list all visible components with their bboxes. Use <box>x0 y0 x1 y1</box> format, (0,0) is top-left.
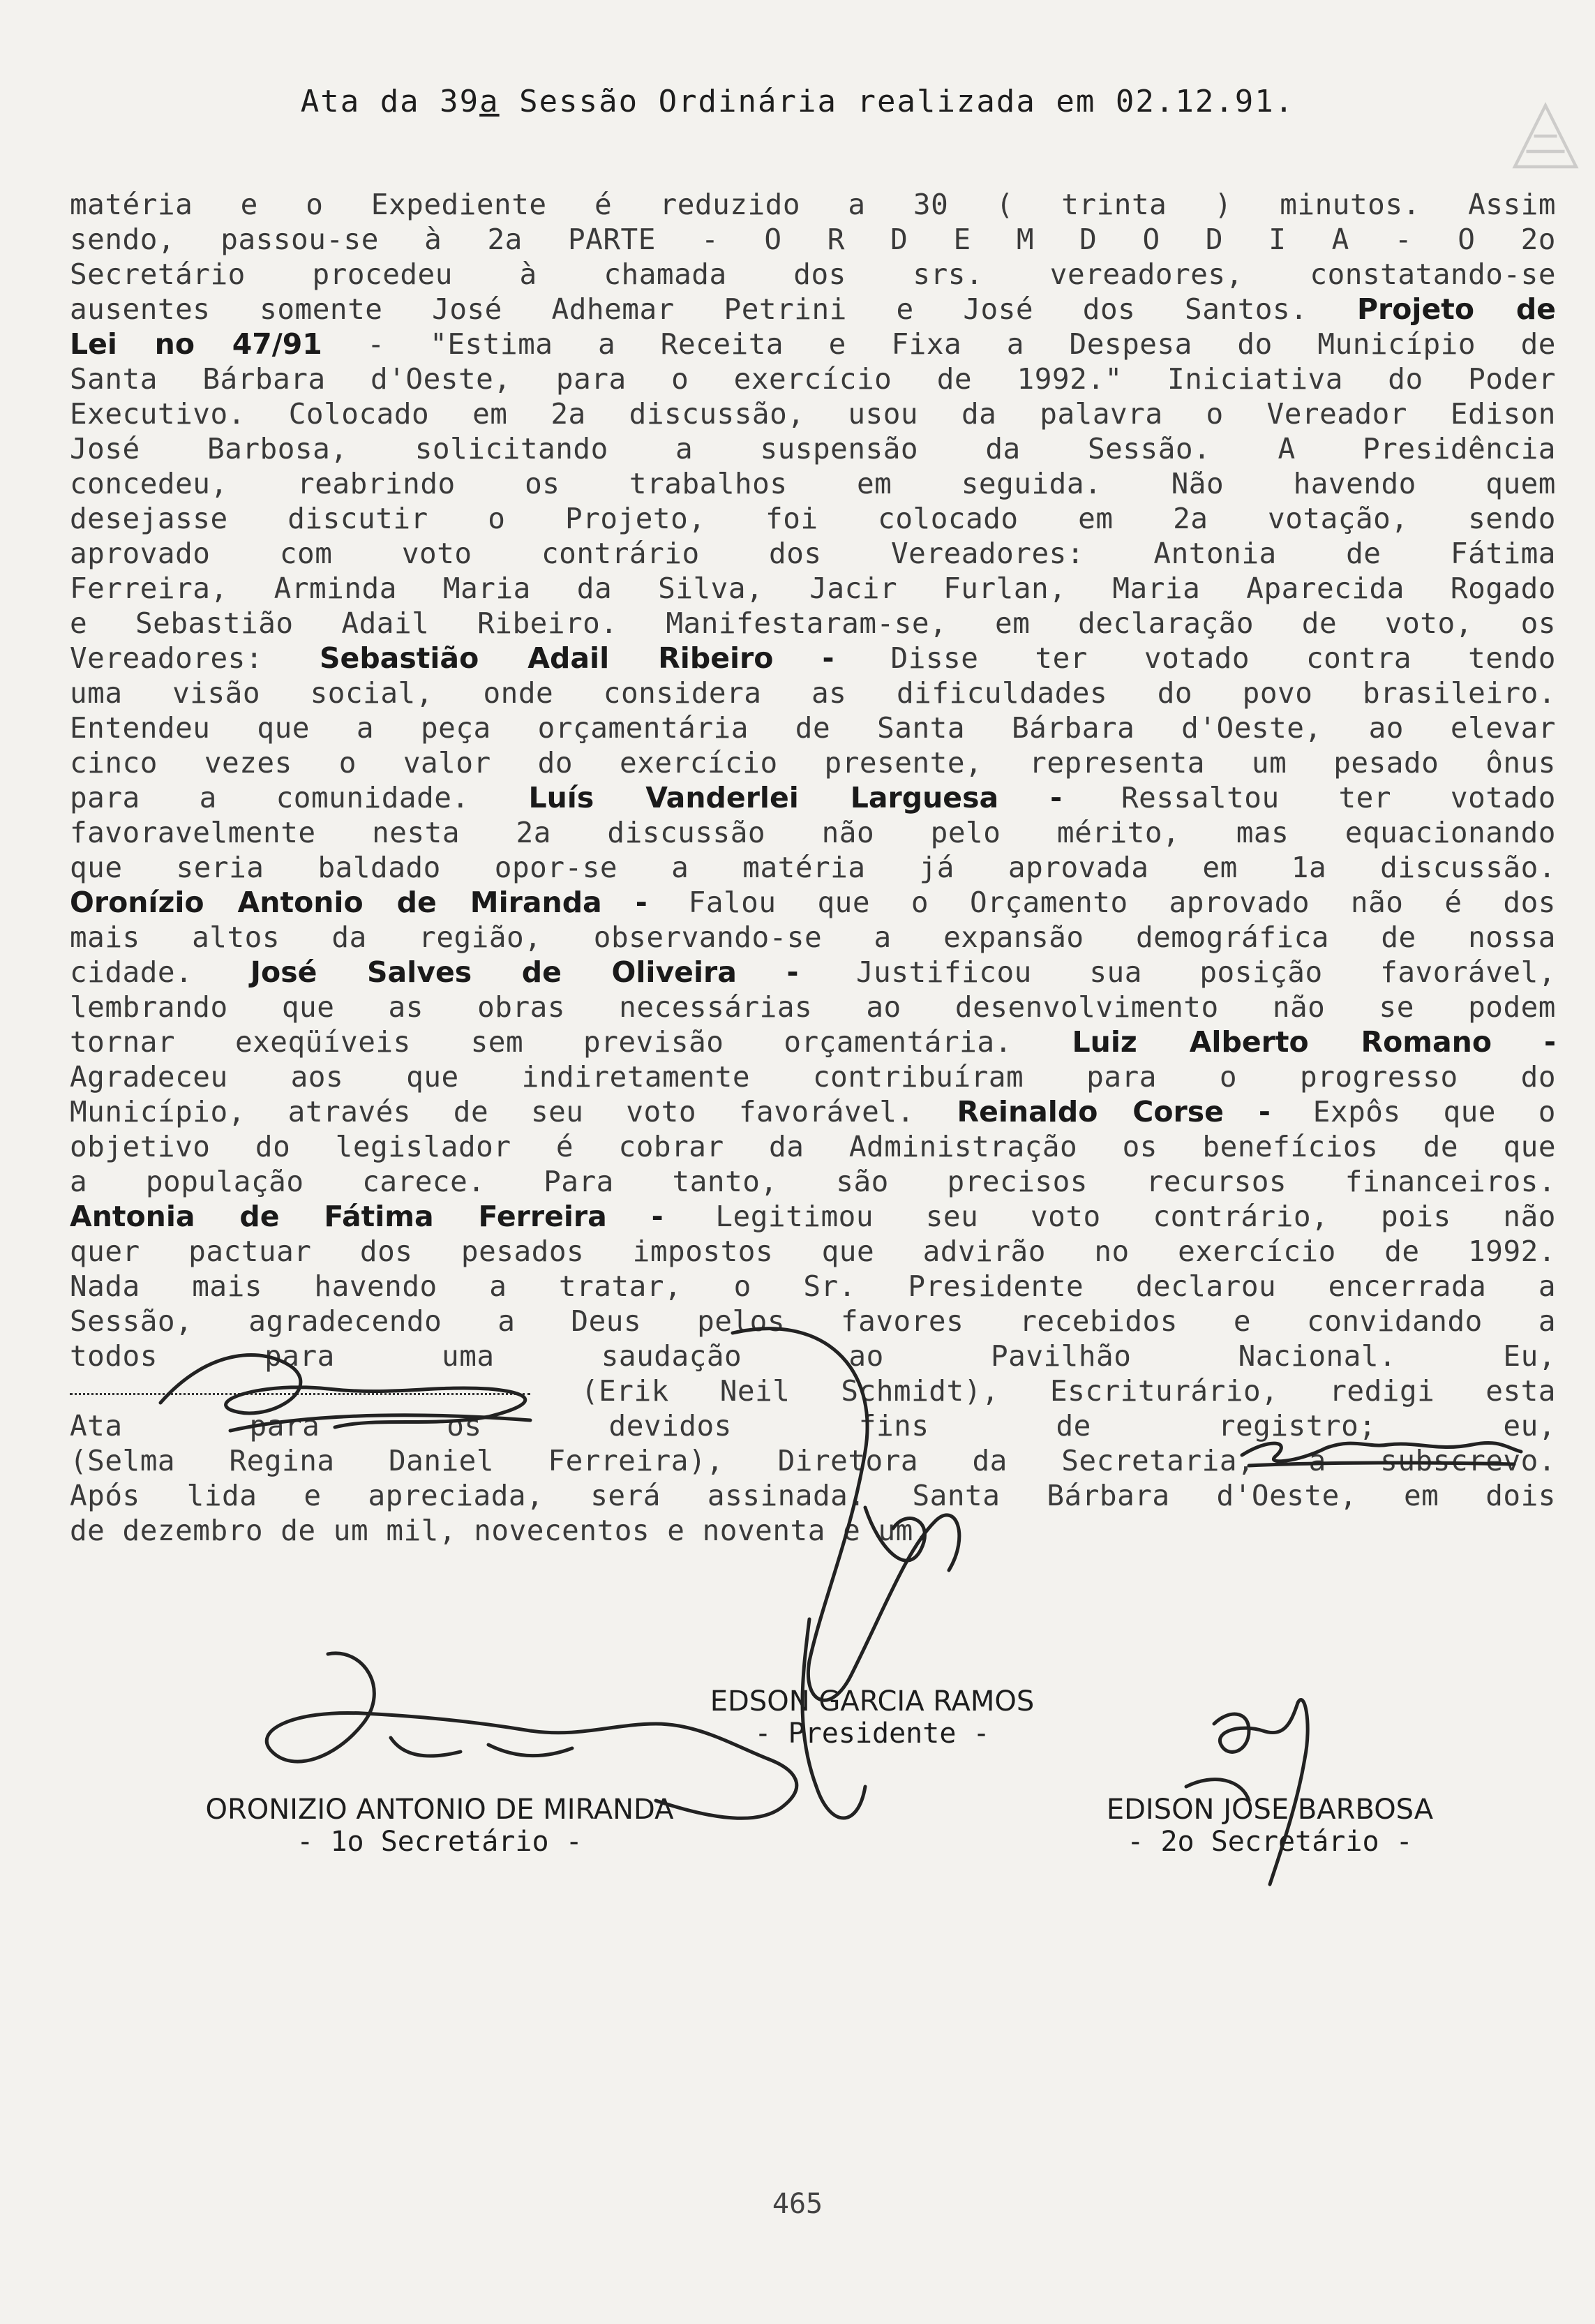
minutes-line: a população carece. Para tanto, são precisos recursos financeiros. <box>70 1165 1556 1198</box>
signature-selma <box>1242 1443 1521 1461</box>
page-number: 465 <box>772 2188 823 2220</box>
president-role: - Presidente - <box>754 1718 990 1750</box>
minutes-line: Entendeu que a peça orçamentária de Santa Bárbara d'Oeste, ao elevar <box>70 711 1556 745</box>
first-secretary-role: - 1o Secretário - <box>297 1826 583 1858</box>
minutes-line: mais altos da região, observando-se a expansão demográfica de nossa <box>70 921 1556 954</box>
minutes-line: Ferreira, Arminda Maria da Silva, Jacir Furlan, Maria Aparecida Rogado <box>70 572 1556 605</box>
minutes-line: todos para uma saudação ao Pavilhão Nacional. Eu, <box>70 1339 1556 1373</box>
minutes-line: Após lida e apreciada, será assinada. Santa Bárbara d'Oeste, em dois <box>70 1479 1556 1512</box>
minutes-line: Município, através de seu voto favorável. Reinaldo Corse - Expôs que o <box>70 1095 1556 1129</box>
minutes-line: Agradeceu aos que indiretamente contribuíram para o progresso do <box>70 1060 1556 1094</box>
minutes-line: lembrando que as obras necessárias ao desenvolvimento não se podem <box>70 990 1556 1024</box>
document-title: Ata da 39a Sessão Ordinária realizada em 02.12.91. <box>300 84 1295 119</box>
minutes-line: objetivo do legislador é cobrar da Administração os benefícios de que <box>70 1130 1556 1163</box>
minutes-line: uma visão social, onde considera as dificuldades do povo brasileiro. <box>70 676 1556 710</box>
minutes-line: e Sebastião Adail Ribeiro. Manifestaram-se, em declaração de voto, os <box>70 606 1556 640</box>
minutes-line: Oronízio Antonio de Miranda - Falou que o Orçamento aprovado não é dos <box>70 886 1556 919</box>
minutes-line: Sessão, agradecendo a Deus pelos favores recebidos e convidando a <box>70 1304 1556 1338</box>
minutes-line: quer pactuar dos pesados impostos que advirão no exercício de 1992. <box>70 1235 1556 1268</box>
signature-first-secretary <box>267 1653 797 1818</box>
minutes-line: (Selma Regina Daniel Ferreira), Diretora da Secretaria, a subscrevo. <box>70 1444 1556 1477</box>
minutes-line: favoravelmente nesta 2a discussão não pelo mérito, mas equacionando <box>70 816 1556 849</box>
minutes-line: matéria e o Expediente é reduzido a 30 ( trinta ) minutos. Assim <box>70 188 1556 221</box>
minutes-line: aprovado com voto contrário dos Vereadores: Antonia de Fátima <box>70 537 1556 570</box>
signature-president <box>733 1329 959 1701</box>
second-secretary-name: EDISON JOSE BARBOSA <box>1106 1794 1434 1826</box>
minutes-line: concedeu, reabrindo os trabalhos em seguida. Não havendo quem <box>70 467 1556 500</box>
minutes-line: para a comunidade. Luís Vanderlei Larguesa - Ressaltou ter votado <box>70 781 1556 814</box>
first-secretary-name: ORONIZIO ANTONIO DE MIRANDA <box>205 1794 674 1826</box>
signature-second-secretary <box>1214 1699 1308 1884</box>
minutes-line: desejasse discutir o Projeto, foi colocado em 2a votação, sendo <box>70 502 1556 535</box>
minutes-line: Santa Bárbara d'Oeste, para o exercício de 1992." Iniciativa do Poder <box>70 362 1556 396</box>
second-secretary-role: - 2o Secretário - <box>1127 1826 1413 1858</box>
minutes-line: cinco vezes o valor do exercício presente, representa um pesado ônus <box>70 746 1556 780</box>
minutes-line: ausentes somente José Adhemar Petrini e José dos Santos. Projeto de <box>70 292 1556 326</box>
president-name: EDSON GARCIA RAMOS <box>710 1685 1035 1718</box>
minutes-line: Lei no 47/91 - "Estima a Receita e Fixa a Despesa do Município de <box>70 327 1556 361</box>
minutes-line: que seria baldado opor-se a matéria já aprovada em 1a discussão. <box>70 851 1556 884</box>
minutes-line: tornar exeqüíveis sem previsão orçamentária. Luiz Alberto Romano - <box>70 1025 1556 1059</box>
minutes-line: Ata para os devidos fins de registro; eu, <box>70 1409 1556 1443</box>
minutes-line: de dezembro de um mil, novecentos e noventa e um. <box>70 1514 931 1547</box>
minutes-line: José Barbosa, solicitando a suspensão da Sessão. A Presidência <box>70 432 1556 465</box>
minutes-line: Executivo. Colocado em 2a discussão, usou da palavra o Vereador Edison <box>70 397 1556 431</box>
minutes-line: sendo, passou-se à 2a PARTE - O R D E M D O D I A - O 2o <box>70 223 1556 256</box>
minutes-line-text: (Erik Neil Schmidt), Escriturário, redigi esta <box>530 1374 1556 1408</box>
minutes-line: cidade. José Salves de Oliveira - Justificou sua posição favorável, <box>70 955 1556 989</box>
minutes-line: Secretário procedeu à chamada dos srs. vereadores, constatando-se <box>70 258 1556 291</box>
minutes-line: Nada mais havendo a tratar, o Sr. Presidente declarou encerrada a <box>70 1269 1556 1303</box>
minutes-line: Antonia de Fátima Ferreira - Legitimou seu voto contrário, pois não <box>70 1200 1556 1233</box>
minutes-line: Vereadores: Sebastião Adail Ribeiro - Disse ter votado contra tendo <box>70 641 1556 675</box>
